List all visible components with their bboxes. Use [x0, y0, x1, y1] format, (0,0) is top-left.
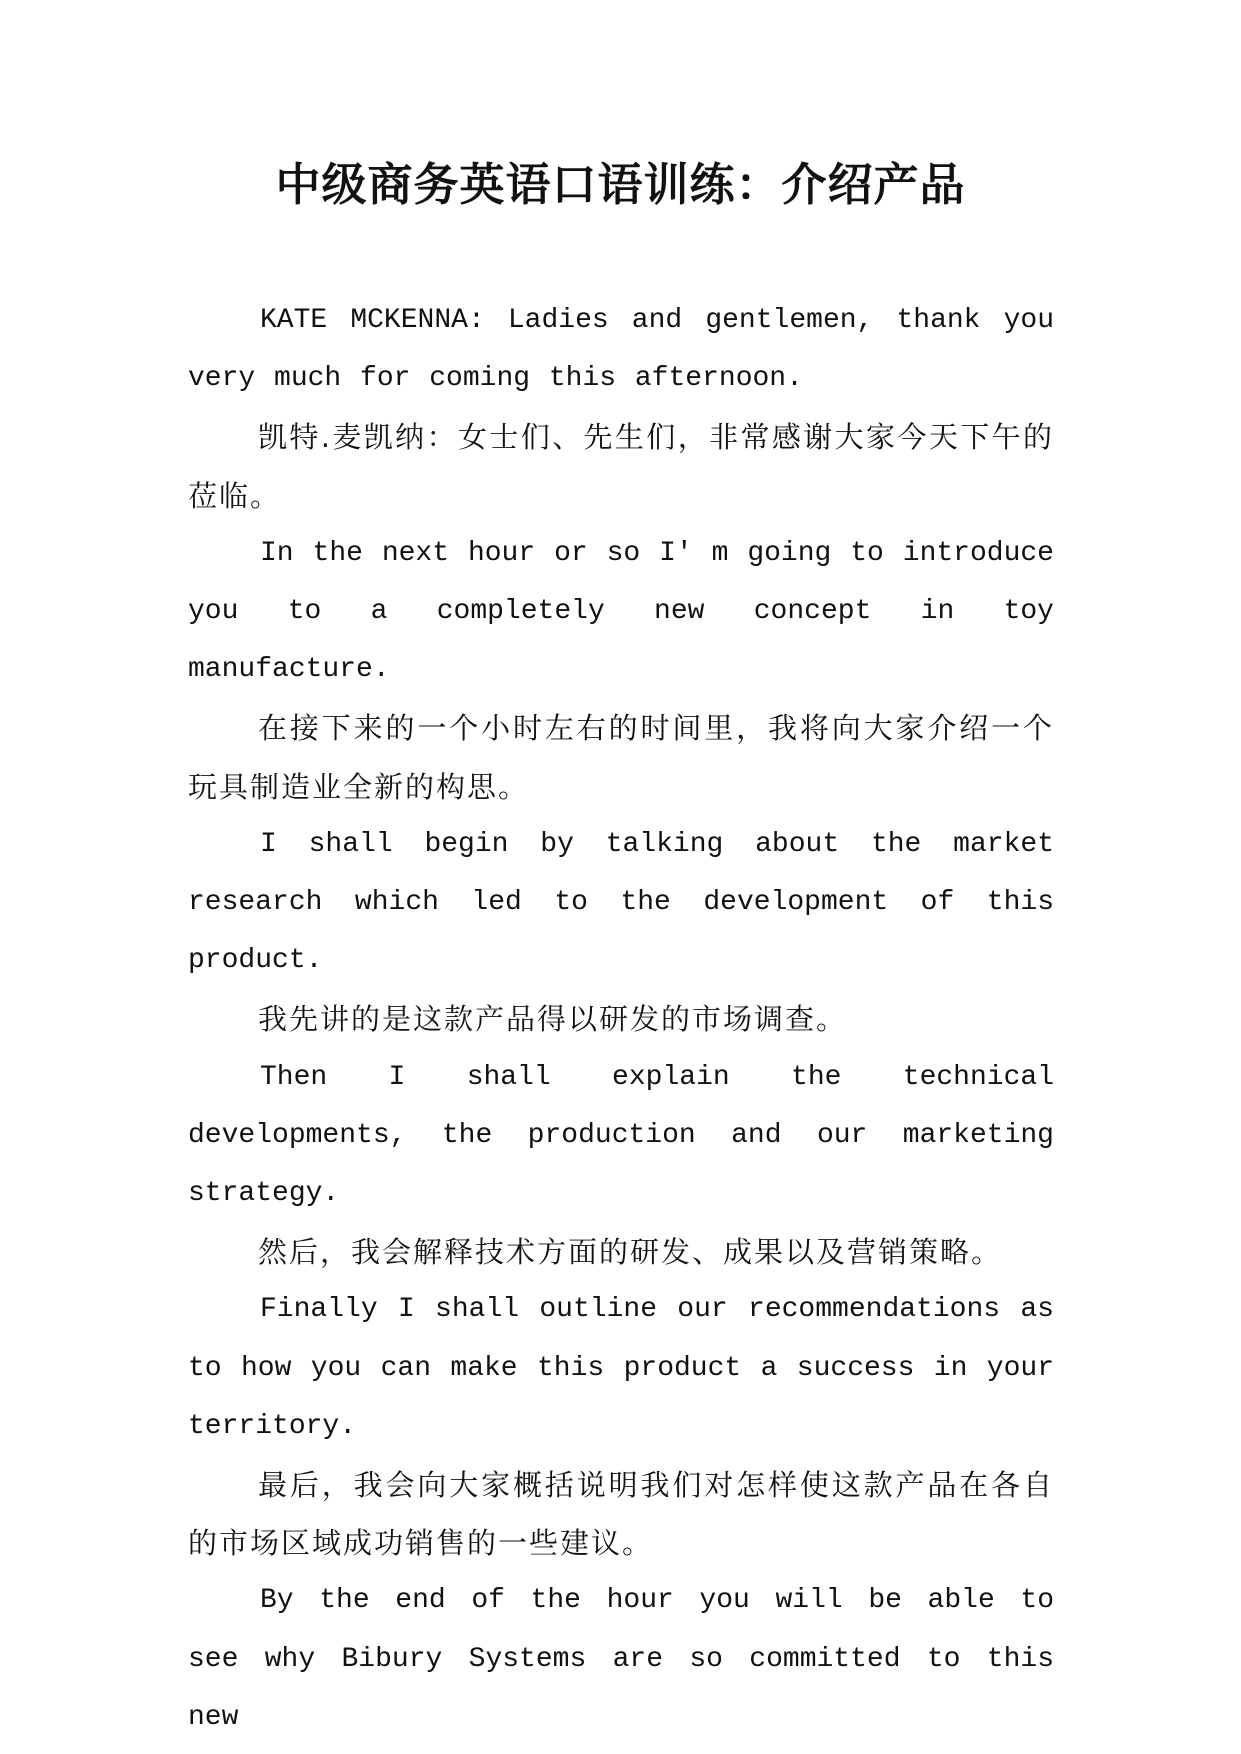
paragraph-en: I shall begin by talking about the market research which led to the development of this product. [188, 828, 1054, 977]
document-title: 中级商务英语口语训练：介绍产品 [275, 158, 966, 211]
paragraph-en: Then I shall explain the technical developments, the production and our marketing strategy. [188, 1061, 1054, 1210]
paragraph-zh: 最后，我会向大家概括说明我们对怎样使这款产品在各自的市场区域成功销售的一些建议。 [188, 1468, 1054, 1561]
paragraph-zh: 然后，我会解释技术方面的研发、成果以及营销策略。 [258, 1235, 1003, 1270]
paragraph-en: KATE MCKENNA: Ladies and gentlemen, thank you very much for coming this afternoon. [188, 305, 1054, 395]
paragraph-en: Finally I shall outline our recommendations as to how you can make this product a success in your territory. [188, 1294, 1054, 1442]
paragraph-en: By the end of the hour you will be able to see why Bibury Systems are so committed to this new [188, 1585, 1054, 1733]
paragraph-zh: 我先讲的是这款产品得以研发的市场调查。 [258, 1002, 848, 1037]
paragraph-en: In the next hour or so I' m going to introduce you to a completely new concept in toy manufacture. [188, 537, 1054, 686]
document-body [188, 292, 1054, 1747]
paragraph-zh: 凯特.麦凯纳：女士们、先生们，非常感谢大家今天下午的莅临。 [188, 420, 1054, 513]
paragraph-zh: 在接下来的一个小时左右的时间里，我将向大家介绍一个玩具制造业全新的构思。 [188, 711, 1054, 804]
